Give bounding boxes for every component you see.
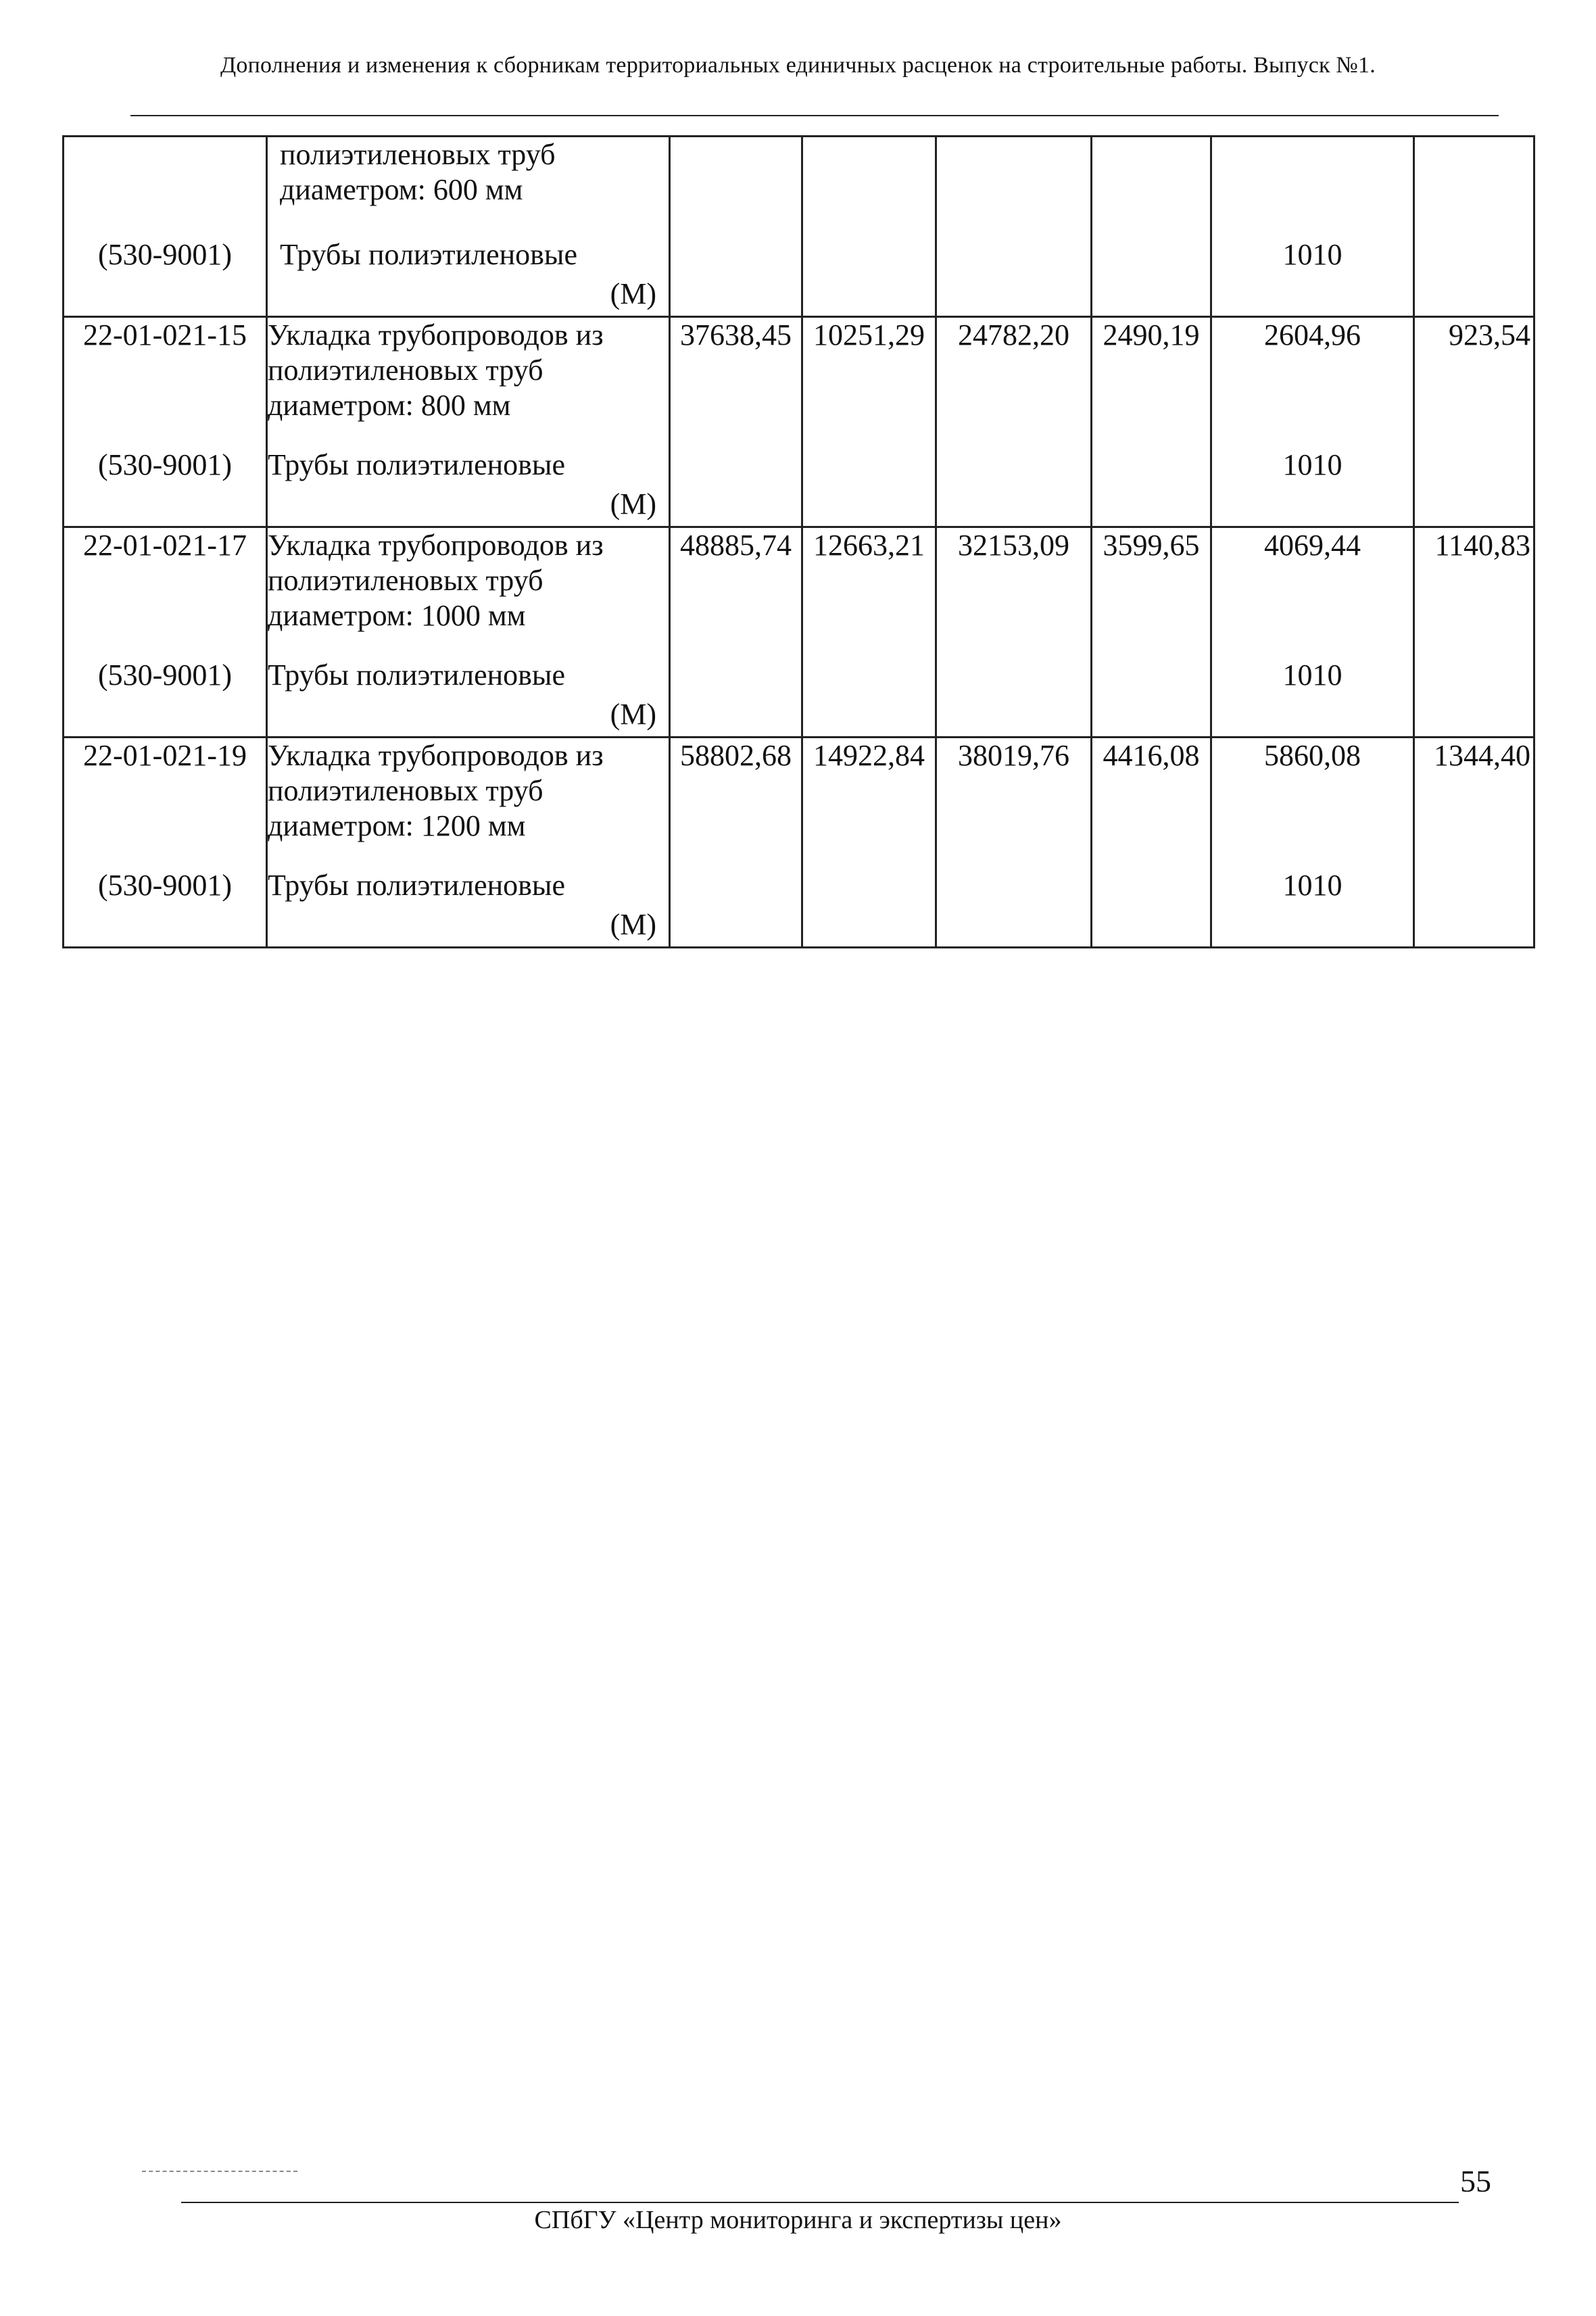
sub-value: 1010 xyxy=(1282,238,1343,271)
item-code: 22-01-021-19 xyxy=(83,739,247,772)
value-cell: 14922,84 xyxy=(802,738,936,948)
sub-value: 1010 xyxy=(1282,658,1343,692)
sub-name xyxy=(268,868,669,946)
item-name: Укладка трубопроводов из полиэтиленовых труб диаметром: 1200 мм xyxy=(268,739,604,842)
rates-table xyxy=(62,135,1535,948)
item-code: 22-01-021-15 xyxy=(83,318,247,352)
value-cell xyxy=(670,137,802,317)
footer-divider xyxy=(181,2202,1459,2203)
value-cell: 32153,09 xyxy=(936,527,1092,738)
value-cell: 2490,19 xyxy=(1092,317,1211,527)
item-name: полиэтиленовых труб диаметром: 600 мм xyxy=(280,138,556,206)
value-cell: 10251,29 xyxy=(802,317,936,527)
sub-unit: (М) xyxy=(610,908,656,941)
code-cell xyxy=(64,527,267,738)
value-cell xyxy=(1211,137,1414,317)
value-cell: 24782,20 xyxy=(936,317,1092,527)
sub-name xyxy=(268,448,669,526)
value-cell: 3599,65 xyxy=(1092,527,1211,738)
value-cell xyxy=(1211,527,1414,738)
sub-code: (530-9001) xyxy=(98,238,232,271)
name-cell xyxy=(267,137,670,317)
table-row xyxy=(64,738,1534,948)
value-cell: 1140,83 xyxy=(1414,527,1534,738)
value-cell: 58802,68 xyxy=(670,738,802,948)
value-cell xyxy=(936,137,1092,317)
sub-name-text: Трубы полиэтиленовые xyxy=(280,238,578,271)
page-header: Дополнения и изменения к сборникам территориальных единичных расценок на строительные работы. Выпуск №1. xyxy=(220,53,1376,78)
value-cell: 1344,40 xyxy=(1414,738,1534,948)
name-cell xyxy=(267,738,670,948)
sub-name-text: Трубы полиэтиленовые xyxy=(268,658,566,692)
sub-code: (530-9001) xyxy=(98,448,232,481)
item-value: 5860,08 xyxy=(1264,739,1361,772)
value-cell: 4416,08 xyxy=(1092,738,1211,948)
name-cell xyxy=(267,317,670,527)
footer-organization: СПбГУ «Центр мониторинга и экспертизы цен» xyxy=(534,2206,1062,2234)
value-cell: 923,54 xyxy=(1414,317,1534,527)
item-name: Укладка трубопроводов из полиэтиленовых труб диаметром: 1000 мм xyxy=(268,529,604,632)
sub-name xyxy=(280,237,669,316)
sub-unit: (М) xyxy=(610,698,656,731)
sub-code: (530-9001) xyxy=(98,869,232,902)
code-cell xyxy=(64,738,267,948)
value-cell xyxy=(1211,317,1414,527)
value-cell: 48885,74 xyxy=(670,527,802,738)
item-value: 2604,96 xyxy=(1264,318,1361,352)
value-cell: 38019,76 xyxy=(936,738,1092,948)
sub-value: 1010 xyxy=(1282,869,1343,902)
value-cell xyxy=(1211,738,1414,948)
code-cell xyxy=(64,317,267,527)
table-row xyxy=(64,317,1534,527)
table-row xyxy=(64,527,1534,738)
item-name: Укладка трубопроводов из полиэтиленовых труб диаметром: 800 мм xyxy=(268,318,604,422)
header-divider xyxy=(130,115,1499,116)
name-cell xyxy=(267,527,670,738)
value-cell: 37638,45 xyxy=(670,317,802,527)
sub-name xyxy=(268,658,669,736)
item-code: 22-01-021-17 xyxy=(83,529,247,562)
page-number: 55 xyxy=(1460,2164,1491,2198)
sub-unit: (М) xyxy=(610,277,656,310)
sub-value: 1010 xyxy=(1282,448,1343,481)
value-cell xyxy=(802,137,936,317)
value-cell xyxy=(1092,137,1211,317)
table-row-continuation xyxy=(64,137,1534,317)
value-cell: 12663,21 xyxy=(802,527,936,738)
sub-code: (530-9001) xyxy=(98,658,232,692)
code-cell xyxy=(64,137,267,317)
sub-name-text: Трубы полиэтиленовые xyxy=(268,448,566,481)
sub-unit: (М) xyxy=(610,487,656,521)
footer-faint-line xyxy=(142,2171,297,2172)
item-value: 4069,44 xyxy=(1264,529,1361,562)
sub-name-text: Трубы полиэтиленовые xyxy=(268,869,566,902)
value-cell xyxy=(1414,137,1534,317)
